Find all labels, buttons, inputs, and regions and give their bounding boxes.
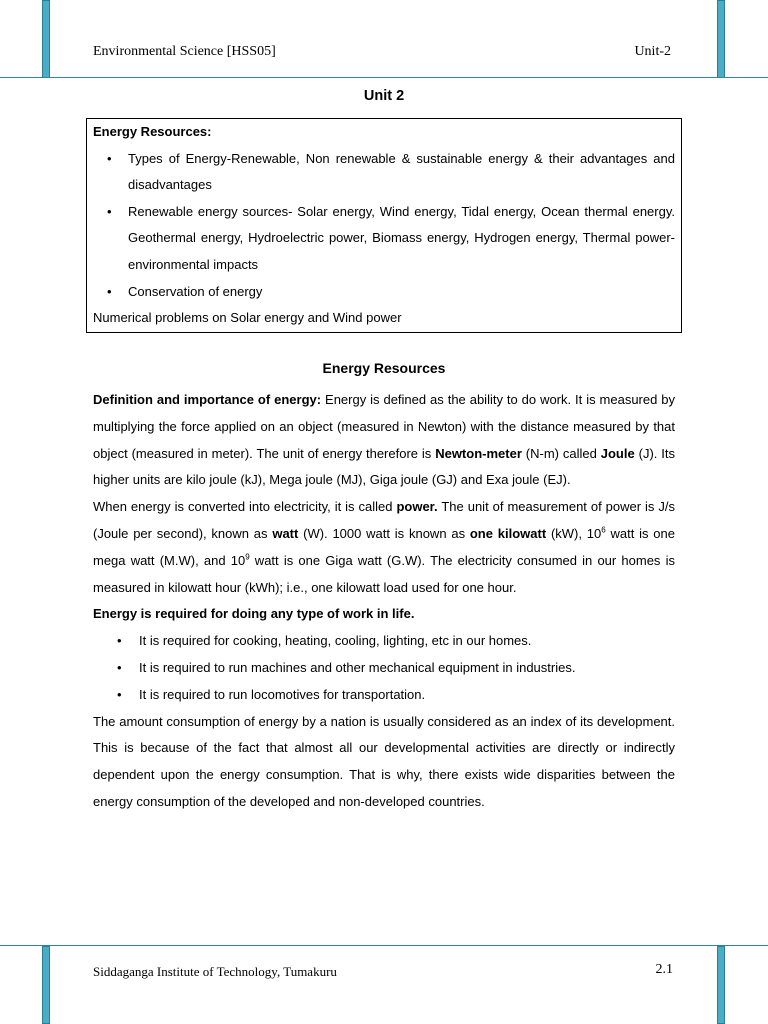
header-rule xyxy=(0,77,768,78)
header-left-bar xyxy=(42,0,50,78)
footer-institute: Siddaganga Institute of Technology, Tumakuru xyxy=(93,964,337,979)
bullet-item: • It is required to run machines and other mechanical equipment in industries. xyxy=(93,655,675,682)
syllabus-item: • Types of Energy-Renewable, Non renewable & sustainable energy & their advantages and disadvantages xyxy=(93,146,675,199)
superscript: 9 xyxy=(245,552,250,562)
bold-text: Energy is required for doing any type of work in life. xyxy=(93,606,415,622)
bold-text: Definition and importance of energy: xyxy=(93,392,322,407)
body-text xyxy=(93,387,675,816)
superscript: 6 xyxy=(601,525,606,535)
footer-rule xyxy=(0,945,768,946)
footer-left-bar xyxy=(42,946,50,1024)
syllabus-item: • Conservation of energy xyxy=(93,279,675,306)
page-title: Unit 2 xyxy=(363,88,405,104)
bold-text: Joule xyxy=(600,445,635,461)
bullet-item: • It is required to run locomotives for transportation. xyxy=(93,682,675,709)
header-course: Environmental Science [HSS05] xyxy=(93,44,276,59)
text-run: watt is one mega watt (M.W), and 10 xyxy=(93,525,675,568)
paragraph-closing: The amount consumption of energy by a nation is usually considered as an index of its development. This is because of the fact that almost all our developmental activities are directly or indirectly dependent upon the energy consumption. That is why, there exists wide disparities between the energy consumption of the developed and non-developed countries. xyxy=(93,713,675,809)
paragraph-definition xyxy=(93,387,675,494)
page-number: 2.1 xyxy=(655,962,673,977)
text-run: The unit of measurement of power is J/s (Joule per second), known as xyxy=(93,499,675,541)
bold-text: watt xyxy=(272,525,299,541)
syllabus-heading: Energy Resources: xyxy=(93,124,212,139)
syllabus-footer: Numerical problems on Solar energy and Wind power xyxy=(93,310,402,326)
text-run: (kW), 10 xyxy=(546,525,602,541)
text-run: Energy is defined as the ability to do work. It is measured by multiplying the force applied on an object (measured in Newton) with the distance measured by that object (measured in meter). The unit of energy therefore is xyxy=(93,392,676,461)
text-run: watt is one Giga watt (G.W). The electricity consumed in our homes is measured in kilowatt hour (kWh); i.e., one kilowatt load used for one hour. xyxy=(93,552,675,595)
syllabus-item: • Renewable energy sources- Solar energy, Wind energy, Tidal energy, Ocean thermal energy. Geothermal energy, Hydroelectric power, Biomass energy, Hydrogen energy, Thermal power- environmental impacts xyxy=(93,199,675,279)
syllabus-box xyxy=(86,118,682,333)
header-unit: Unit-2 xyxy=(634,44,671,59)
header-right-bar xyxy=(717,0,725,78)
paragraph-power xyxy=(93,494,675,601)
text-run: (W). 1000 watt is known as xyxy=(298,525,470,541)
section-title: Energy Resources xyxy=(322,360,446,376)
paragraph-required xyxy=(93,601,675,628)
text-run: When energy is converted into electricity, it is called xyxy=(93,499,397,515)
bullet-item: • It is required for cooking, heating, cooling, lighting, etc in our homes. xyxy=(93,628,675,655)
footer-right-bar xyxy=(717,946,725,1024)
bold-text: Newton-meter xyxy=(435,445,522,461)
bold-text: power. xyxy=(396,499,438,515)
bold-text: one kilowatt xyxy=(469,525,547,541)
text-run: (J). Its higher units are kilo joule (kJ), Mega joule (MJ), Giga joule (GJ) and Exa joule (EJ). xyxy=(93,445,676,488)
text-run: (N-m) called xyxy=(521,445,601,461)
